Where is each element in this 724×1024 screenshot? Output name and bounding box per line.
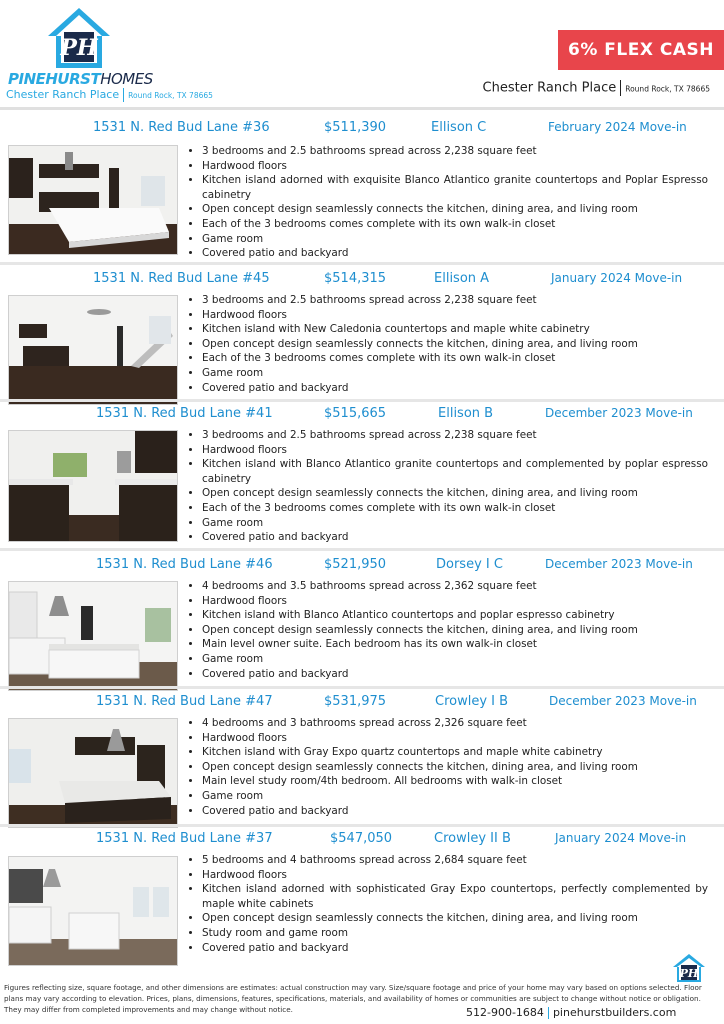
listing-price: $511,390 xyxy=(324,120,387,135)
feature-item: • Covered patio and backyard xyxy=(202,530,708,545)
feature-item: • Open concept design seamlessly connects the kitchen, dining area, and living room xyxy=(202,623,708,638)
listing-address: 1531 N. Red Bud Lane #46 xyxy=(96,557,273,572)
feature-item: • Game room xyxy=(202,232,708,247)
kitchen-photo xyxy=(8,856,178,966)
feature-item: • Game room xyxy=(202,366,708,381)
listing-move-in: December 2023 Move-in xyxy=(545,557,693,571)
feature-item: • Game room xyxy=(202,652,708,667)
listing-price: $531,975 xyxy=(324,694,387,709)
feature-item: • Covered patio and backyard xyxy=(202,667,708,682)
feature-item: • Covered patio and backyard xyxy=(202,381,708,396)
listing-price: $514,315 xyxy=(324,271,387,286)
listing-address: 1531 N. Red Bud Lane #47 xyxy=(96,694,273,709)
community-label-left: Chester Ranch Place Round Rock, TX 78665 xyxy=(6,88,213,101)
listing-divider xyxy=(0,262,724,265)
listing-move-in: January 2024 Move-in xyxy=(551,271,683,285)
feature-list xyxy=(186,144,708,261)
listing-price: $515,665 xyxy=(324,406,387,421)
feature-item: • Covered patio and backyard xyxy=(202,804,708,819)
listing-move-in: December 2023 Move-in xyxy=(549,694,697,708)
listing-address: 1531 N. Red Bud Lane #36 xyxy=(93,120,270,135)
listing-move-in: January 2024 Move-in xyxy=(555,831,687,845)
kitchen-photo xyxy=(8,581,178,691)
feature-item: • Open concept design seamlessly connects the kitchen, dining area, and living room xyxy=(202,486,708,501)
listing-price: $547,050 xyxy=(330,831,393,846)
listing-move-in: December 2023 Move-in xyxy=(545,406,693,420)
feature-item: • Covered patio and backyard xyxy=(202,941,708,956)
pinehurst-small-logo-icon xyxy=(672,953,706,983)
listing-address: 1531 N. Red Bud Lane #45 xyxy=(93,271,270,286)
listing-plan: Ellison A xyxy=(434,271,490,286)
feature-item: • Open concept design seamlessly connects the kitchen, dining area, and living room xyxy=(202,760,708,775)
feature-item: • Open concept design seamlessly connects the kitchen, dining area, and living room xyxy=(202,202,708,217)
feature-item: • Hardwood floors xyxy=(202,308,708,323)
feature-list xyxy=(186,293,708,395)
feature-item: • Open concept design seamlessly connects the kitchen, dining area, and living room xyxy=(202,911,708,926)
feature-item: • Kitchen island with Blanco Atlantico countertops and poplar espresso cabinetry xyxy=(202,608,708,623)
feature-item: • 4 bedrooms and 3.5 bathrooms spread across 2,362 square feet xyxy=(202,579,708,594)
feature-item: • Kitchen island with Blanco Atlantico granite countertops and complemented by poplar espresso cabinetry xyxy=(202,457,708,486)
listing-divider xyxy=(0,686,724,689)
feature-item: • Each of the 3 bedrooms comes complete with its own walk-in closet xyxy=(202,351,708,366)
listing-address: 1531 N. Red Bud Lane #41 xyxy=(96,406,273,421)
pinehurst-logo-icon xyxy=(46,6,112,72)
feature-item: • 5 bedrooms and 4 bathrooms spread across 2,684 square feet xyxy=(202,853,708,868)
listing-title-row xyxy=(0,831,724,849)
page-header xyxy=(0,0,724,108)
kitchen-photo xyxy=(8,295,178,405)
feature-item: • Hardwood floors xyxy=(202,731,708,746)
feature-item: • Game room xyxy=(202,516,708,531)
community-label-right: Chester Ranch Place Round Rock, TX 78665 xyxy=(482,80,710,96)
listing-plan: Crowley II B xyxy=(434,831,511,846)
feature-item: • Kitchen island with New Caledonia countertops and maple white cabinetry xyxy=(202,322,708,337)
feature-item: • Kitchen island adorned with exquisite Blanco Atlantico granite countertops and Poplar Espresso cabinetry xyxy=(202,173,708,202)
listing-divider xyxy=(0,399,724,402)
feature-item: • Main level study room/4th bedroom. All bedrooms with walk-in closet xyxy=(202,774,708,789)
feature-item: • Each of the 3 bedrooms comes complete with its own walk-in closet xyxy=(202,217,708,232)
feature-list xyxy=(186,853,708,955)
feature-item: • Hardwood floors xyxy=(202,594,708,609)
brand-wordmark: PINEHURSTHOMES xyxy=(8,70,153,88)
listing-divider xyxy=(0,824,724,827)
phone-number[interactable]: 512-900-1684 xyxy=(466,1006,544,1019)
disclaimer-text: Figures reflecting size, square footage, and other dimensions are estimates: actual construction may vary. Size/square footage and price of your home may vary based on options selected. Floor plans may vary according to elevation. Prices, plans, dimensions, features, specifications, materials, and availability of homes or communities are subject to change without notice or obligation. They may differ from completed improvements and may change without notice. xyxy=(4,983,702,1014)
website-link[interactable]: pinehurstbuilders.com xyxy=(552,1006,677,1019)
feature-item: • Open concept design seamlessly connects the kitchen, dining area, and living room xyxy=(202,337,708,352)
listing-plan: Ellison C xyxy=(431,120,487,135)
kitchen-photo xyxy=(8,718,178,828)
feature-item: • Study room and game room xyxy=(202,926,708,941)
listing-plan: Dorsey I C xyxy=(436,557,503,572)
feature-item: • Hardwood floors xyxy=(202,443,708,458)
feature-item: • 4 bedrooms and 3 bathrooms spread across 2,326 square feet xyxy=(202,716,708,731)
svg-text:PH: PH xyxy=(679,967,699,980)
listing-title-row xyxy=(0,557,724,575)
listing-move-in: February 2024 Move-in xyxy=(548,120,687,134)
listing-title-row xyxy=(0,406,724,424)
feature-item: • Each of the 3 bedrooms comes complete with its own walk-in closet xyxy=(202,501,708,516)
listing-plan: Ellison B xyxy=(438,406,494,421)
listing-price: $521,950 xyxy=(324,557,387,572)
feature-list xyxy=(186,428,708,545)
listing-title-row xyxy=(0,271,724,289)
feature-item: • Game room xyxy=(202,789,708,804)
feature-item: • Kitchen island adorned with sophisticated Gray Expo countertops, perfectly complemented by maple white cabinets xyxy=(202,882,708,911)
feature-item: • Covered patio and backyard xyxy=(202,246,708,261)
feature-item: • 3 bedrooms and 2.5 bathrooms spread across 2,238 square feet xyxy=(202,293,708,308)
listing-title-row xyxy=(0,694,724,712)
listing-title-row xyxy=(0,120,724,138)
listing-address: 1531 N. Red Bud Lane #37 xyxy=(96,831,273,846)
feature-list xyxy=(186,579,708,681)
feature-item: • 3 bedrooms and 2.5 bathrooms spread across 2,238 square feet xyxy=(202,144,708,159)
feature-item: • Hardwood floors xyxy=(202,868,708,883)
feature-item: • Hardwood floors xyxy=(202,159,708,174)
listing-divider xyxy=(0,548,724,551)
svg-text:PH: PH xyxy=(60,35,98,61)
contact-line xyxy=(466,1006,676,1019)
feature-item: • Main level owner suite. Each bedroom has its own walk-in closet xyxy=(202,637,708,652)
kitchen-photo xyxy=(8,430,178,542)
flex-cash-banner: 6% FLEX CASH xyxy=(558,30,724,70)
feature-list xyxy=(186,716,708,818)
header-divider xyxy=(0,107,724,110)
feature-item: • 3 bedrooms and 2.5 bathrooms spread across 2,238 square feet xyxy=(202,428,708,443)
kitchen-photo xyxy=(8,145,178,255)
feature-item: • Kitchen island with Gray Expo quartz countertops and maple white cabinetry xyxy=(202,745,708,760)
listing-plan: Crowley I B xyxy=(435,694,509,709)
